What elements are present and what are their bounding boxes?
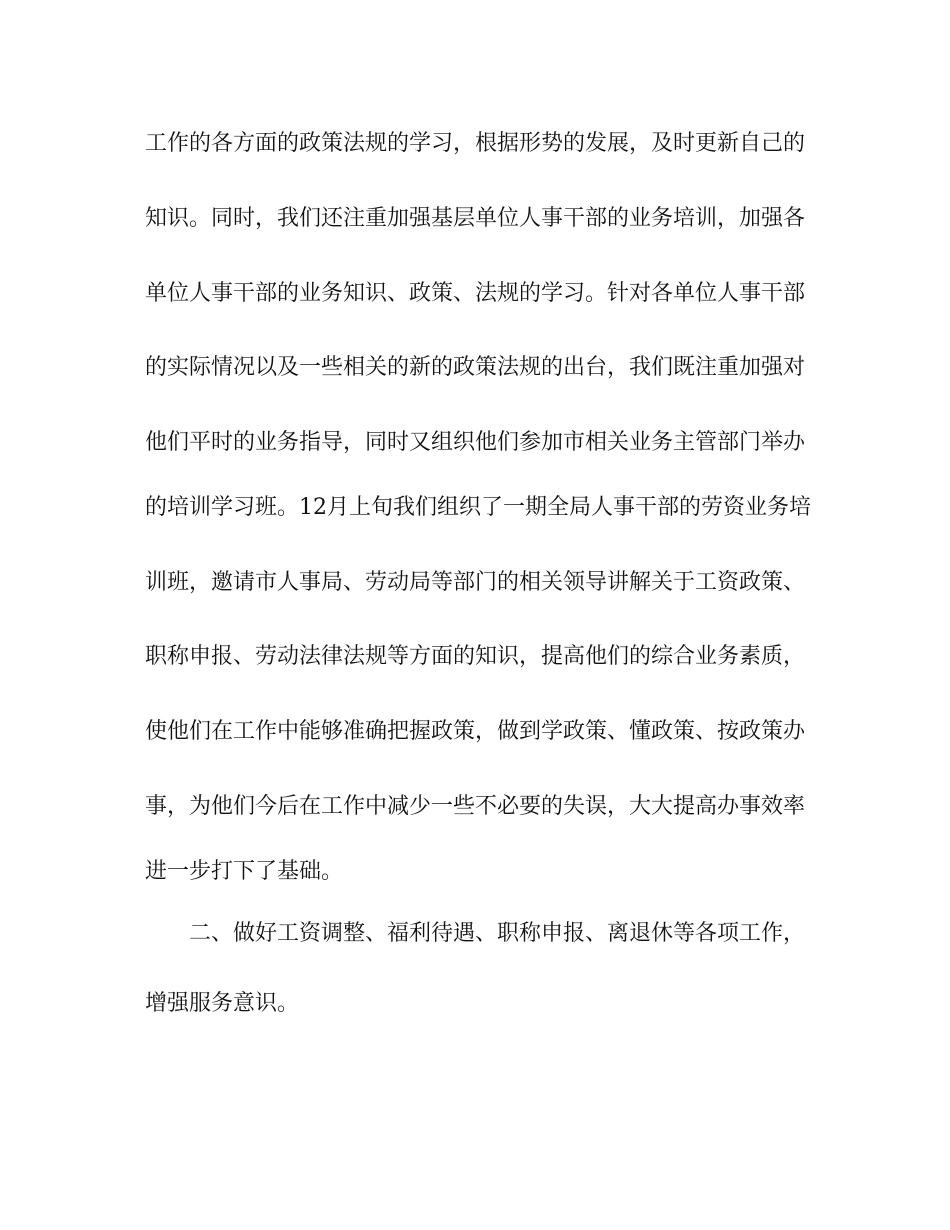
text-line-3: 单位人事干部的业务知识、政策、法规的学习。针对各单位人事干部 — [145, 281, 806, 306]
text-line-1: 工作的各方面的政策法规的学习，根据形势的发展，及时更新自己的 — [145, 131, 806, 156]
text-line-5: 他们平时的业务指导，同时又组织他们参加市相关业务主管部门举办 — [145, 430, 806, 455]
section-heading-line-1: 二、做好工资调整、福利待遇、职称申报、离退休等各项工作， — [145, 921, 806, 946]
text-line-9: 使他们在工作中能够准确把握政策，做到学政策、懂政策、按政策办 — [145, 719, 806, 744]
text-line-8: 职称申报、劳动法律法规等方面的知识，提高他们的综合业务素质， — [145, 644, 806, 669]
section-heading-line-2: 增强服务意识。 — [145, 991, 300, 1016]
text-line-4: 的实际情况以及一些相关的新的政策法规的出台，我们既注重加强对 — [145, 355, 806, 380]
text-line-6: 的培训学习班。12月上旬我们组织了一期全局人事干部的劳资业务培 — [145, 495, 811, 520]
text-line-7: 训班，邀请市人事局、劳动局等部门的相关领导讲解关于工资政策、 — [145, 570, 806, 595]
text-line-2: 知识。同时，我们还注重加强基层单位人事干部的业务培训，加强各 — [145, 206, 806, 231]
text-line-10: 事，为他们今后在工作中减少一些不必要的失误，大大提高办事效率 — [145, 794, 806, 819]
text-line-11: 进一步打下了基础。 — [145, 859, 344, 884]
